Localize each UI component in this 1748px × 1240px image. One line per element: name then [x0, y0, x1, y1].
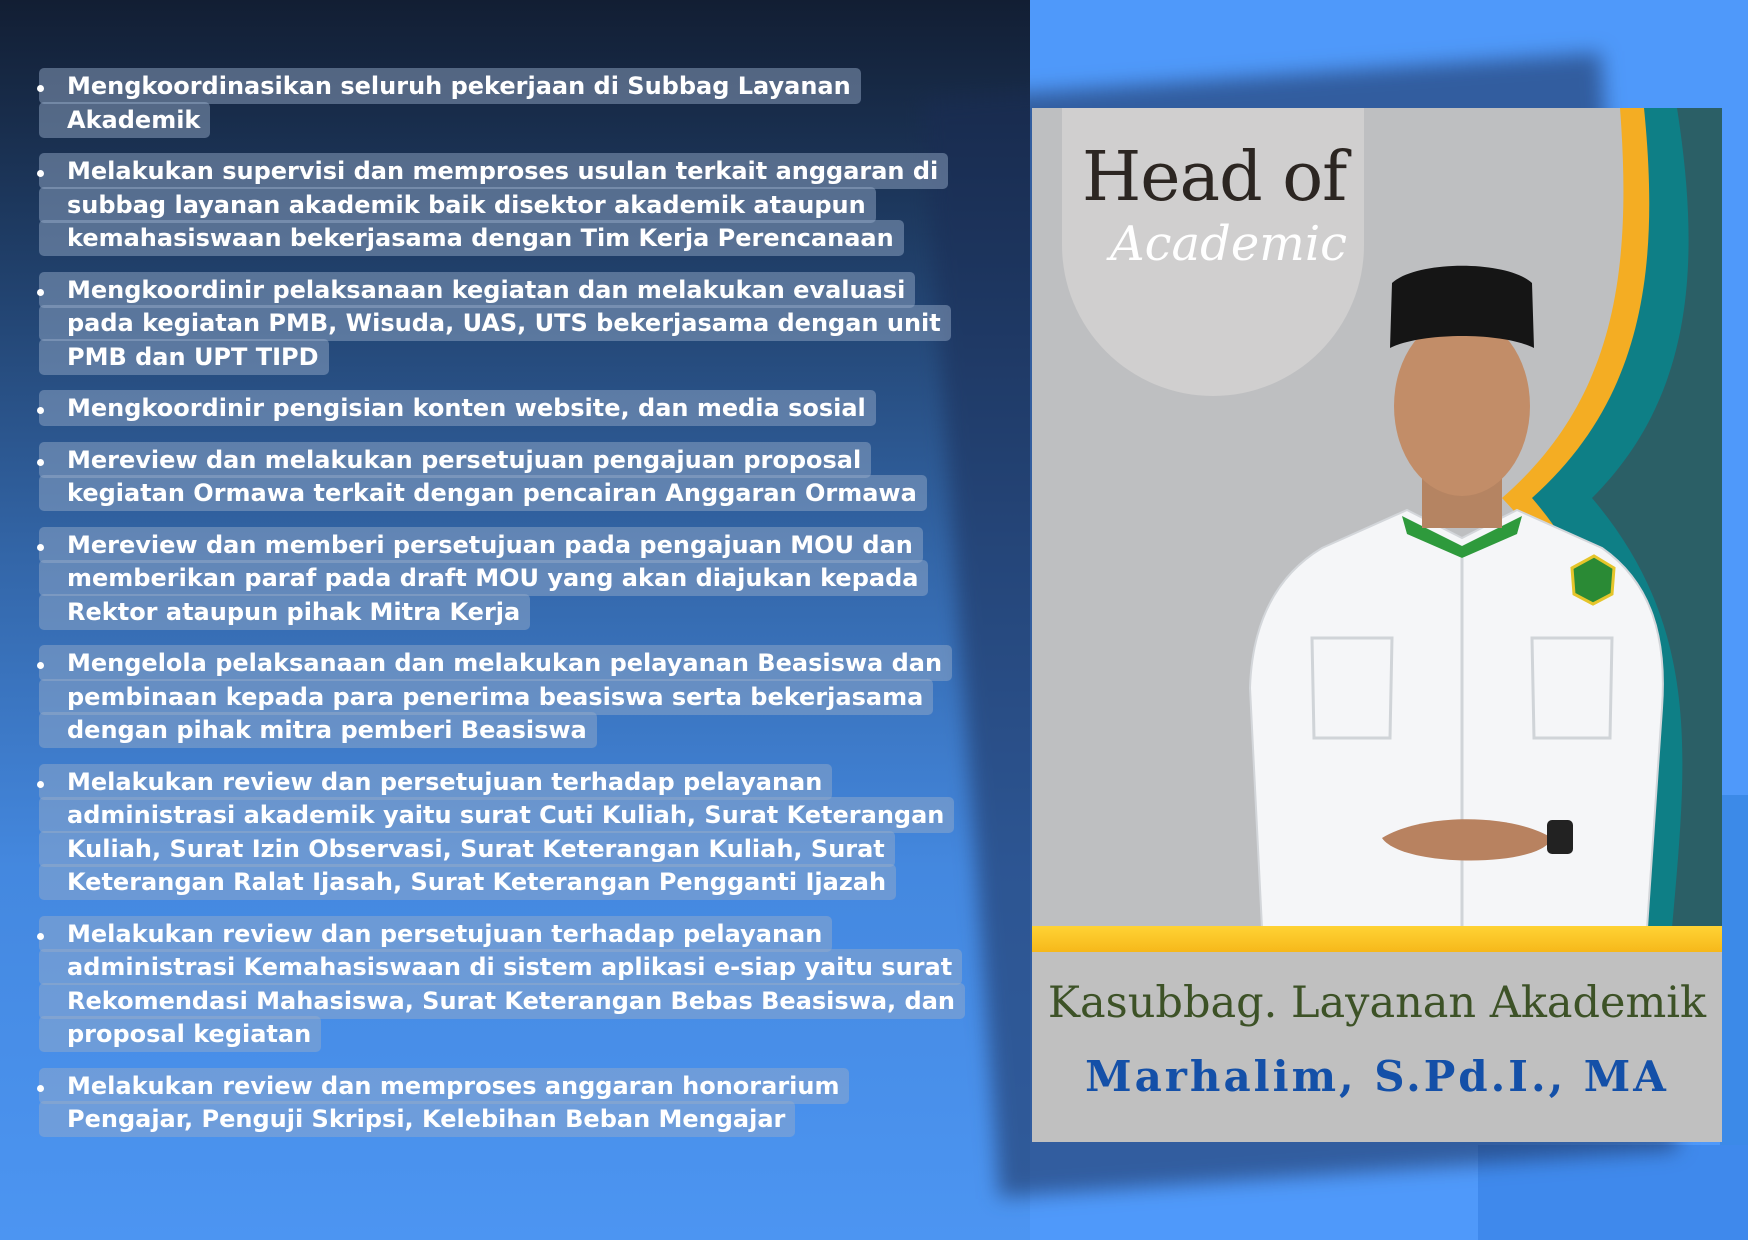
profile-card	[1032, 108, 1722, 1142]
bullet-icon	[37, 781, 44, 788]
duty-item	[30, 392, 960, 426]
bullet-icon	[37, 662, 44, 669]
duty-item	[30, 918, 960, 1052]
duty-text: Melakukan review dan persetujuan terhadap pelayanan administrasi akademik yaitu surat Cuti Kuliah, Surat Keterangan Kuliah, Surat Izin Observasi, Surat Keterangan Kuliah, Surat Keterangan Ralat Ijasah, Surat Keterangan Pengganti Ijazah	[39, 764, 954, 901]
job-title: Kasubbag. Layanan Akademik	[1047, 978, 1707, 1028]
bullet-icon	[37, 85, 44, 92]
duty-item	[30, 444, 960, 511]
duty-text: Melakukan supervisi dan memproses usulan terkait anggaran di subbag layanan akademik baik disektor akademik ataupun kemahasiswaan bekerjasama dengan Tim Kerja Perencanaan	[39, 153, 948, 256]
portrait-photo	[1242, 238, 1682, 928]
bullet-icon	[37, 170, 44, 177]
peci-cap-shape	[1390, 266, 1534, 348]
duty-item	[30, 766, 960, 900]
heading-script: Academic	[1110, 216, 1348, 272]
duty-item	[30, 647, 960, 748]
bullet-icon	[37, 933, 44, 940]
duty-text: Melakukan review dan memproses anggaran honorarium Pengajar, Penguji Skripsi, Kelebihan Beban Mengajar	[39, 1068, 849, 1138]
duty-text: Mereview dan memberi persetujuan pada pengajuan MOU dan memberikan paraf pada draft MOU yang akan diajukan kepada Rektor ataupun pihak Mitra Kerja	[39, 527, 928, 630]
bullet-icon	[37, 289, 44, 296]
emblem-icon	[1572, 556, 1614, 604]
duty-item	[30, 155, 960, 256]
bullet-icon	[37, 544, 44, 551]
duty-text: Melakukan review dan persetujuan terhadap pelayanan administrasi Kemahasiswaan di sistem aplikasi e-siap yaitu surat Rekomendasi Mahasiswa, Surat Keterangan Bebas Beasiswa, dan proposal kegiatan	[39, 916, 965, 1053]
duty-text: Mengelola pelaksanaan dan melakukan pelayanan Beasiswa dan pembinaan kepada para penerima beasiswa serta bekerjasama dengan pihak mitra pemberi Beasiswa	[39, 645, 952, 748]
duty-item	[30, 1070, 960, 1137]
bullet-icon	[37, 407, 44, 414]
face-shape	[1394, 316, 1530, 496]
duty-text: Mengkoordinasikan seluruh pekerjaan di Subbag Layanan Akademik	[39, 68, 861, 138]
duty-item	[30, 529, 960, 630]
duties-list	[30, 70, 960, 1155]
duty-text: Mereview dan melakukan persetujuan pengajuan proposal kegiatan Ormawa terkait dengan pencairan Anggaran Ormawa	[39, 442, 927, 512]
watch-icon	[1547, 820, 1573, 854]
yellow-band	[1032, 926, 1722, 952]
name-plate	[1032, 952, 1722, 1142]
duty-text: Mengkoordinir pelaksanaan kegiatan dan melakukan evaluasi pada kegiatan PMB, Wisuda, UAS, UTS bekerjasama dengan unit PMB dan UPT TIPD	[39, 272, 951, 375]
heading: Head of	[1082, 138, 1347, 217]
duty-item	[30, 70, 960, 137]
bullet-icon	[37, 459, 44, 466]
duty-item	[30, 274, 960, 375]
bullet-icon	[37, 1085, 44, 1092]
duty-text: Mengkoordinir pengisian konten website, dan media sosial	[39, 390, 876, 426]
background-accent-strip	[1720, 795, 1748, 1145]
person-name: Marhalim, S.Pd.I., MA	[1085, 1052, 1669, 1101]
